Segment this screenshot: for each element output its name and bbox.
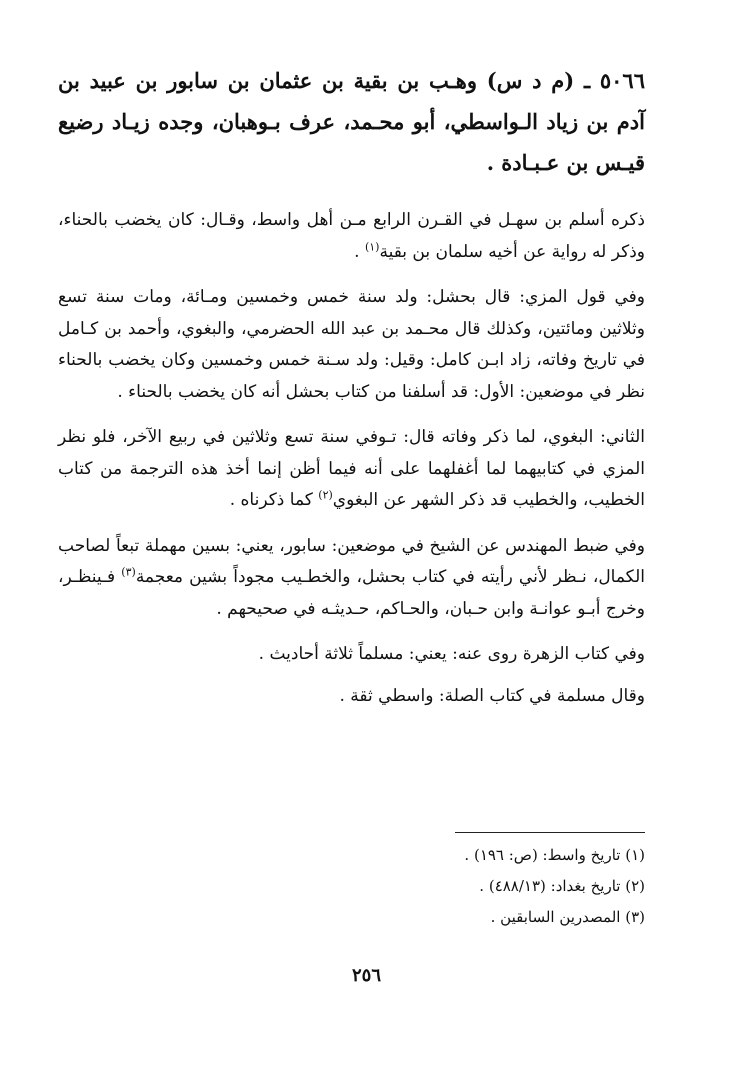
paragraph-1 [58, 205, 645, 268]
entry-heading: ٥٠٦٦ ـ (م د س) وهـب بن بقية بن عثمان بن سابور بن عبيد بن آدم بن زياد الـواسطي، أبو محـمد، عرف بـوهبان، وجده زيـاد رضيع قيـس بن عـبـادة . [58, 68, 645, 175]
footnote-2: (٢) تاريخ بغداد: (٤٨٨/١٣) . [479, 877, 645, 895]
footnote-ref-1: (١) [364, 239, 380, 253]
paragraph-tail: فـينظـر، وخرج أبـو عوانـة وابن حـبان، والحـاكم، حـديثـه في صحيحهم . [58, 567, 645, 619]
paragraph-tail: . [354, 241, 365, 262]
paragraph-6 [58, 681, 645, 713]
paragraph-5 [58, 639, 645, 671]
footnote-3: (٣) المصدرين السابقين . [490, 908, 645, 926]
paragraph-2 [58, 282, 645, 408]
paragraph-text: وفي ضبط المهندس عن الشيخ في موضعين: سابور، يعني: بسين مهملة تبعاً لصاحب الكمال، نـظر لأني رأيته في كتاب بحشل، والخطـيب مجوداً بشين معجمة [58, 535, 645, 587]
paragraph-4 [58, 531, 645, 626]
page-number: ٢٥٦ [351, 965, 381, 986]
paragraph-3 [58, 422, 645, 517]
paragraph-text: ذكره أسلم بن سهـل في القـرن الرابع مـن أهل واسط، وقـال: كان يخضب بالحناء، وذكر له رواية عن أخيه سلمان بن بقية [58, 210, 645, 262]
footnote-ref-3: (٣) [121, 565, 136, 579]
paragraph-tail: كما ذكرناه . [229, 490, 319, 510]
footnote-ref-2: (٢) [318, 488, 333, 502]
footnotes [58, 840, 645, 933]
paragraph-text: الثاني: البغوي، لما ذكر وفاته قال: تـوفي سنة تسع وثلاثين في ربيع الآخر، فلو نظر المزي في كتابيهما لما أغفلهما على أنه فيما أظن إنما أخذ هذه الترجمة من كتاب الخطيب، والخطيب قد ذكر الشهر عن البغوي [58, 427, 645, 510]
footnote-1: (١) تاريخ واسط: (ص: ١٩٦) . [464, 846, 645, 864]
paragraph-text: وفي كتاب الزهرة روى عنه: يعني: مسلماً ثلاثة أحاديث . [258, 644, 645, 664]
footnote-divider [455, 832, 645, 833]
page-body [58, 60, 645, 726]
paragraph-text: وقال مسلمة في كتاب الصلة: واسطي ثقة . [339, 685, 645, 706]
paragraph-text: وفي قول المزي: قال بحشل: ولد سنة خمس وخمسين ومـائة، ومات سنة تسع وثلاثين ومائتين، وكذلك قال محـمد بن عبد الله الحضرمي، والبغوي، وأحمد بن كـامل في تاريخ وفاته، زاد ابـن كامل: وقيل: ولد سـنة خمس وخمسين وكان يخضب بالحناء نظر في موضعين: الأول: قد أسلفنا من كتاب بحشل أنه كان يخضب بالحناء . [58, 287, 645, 402]
